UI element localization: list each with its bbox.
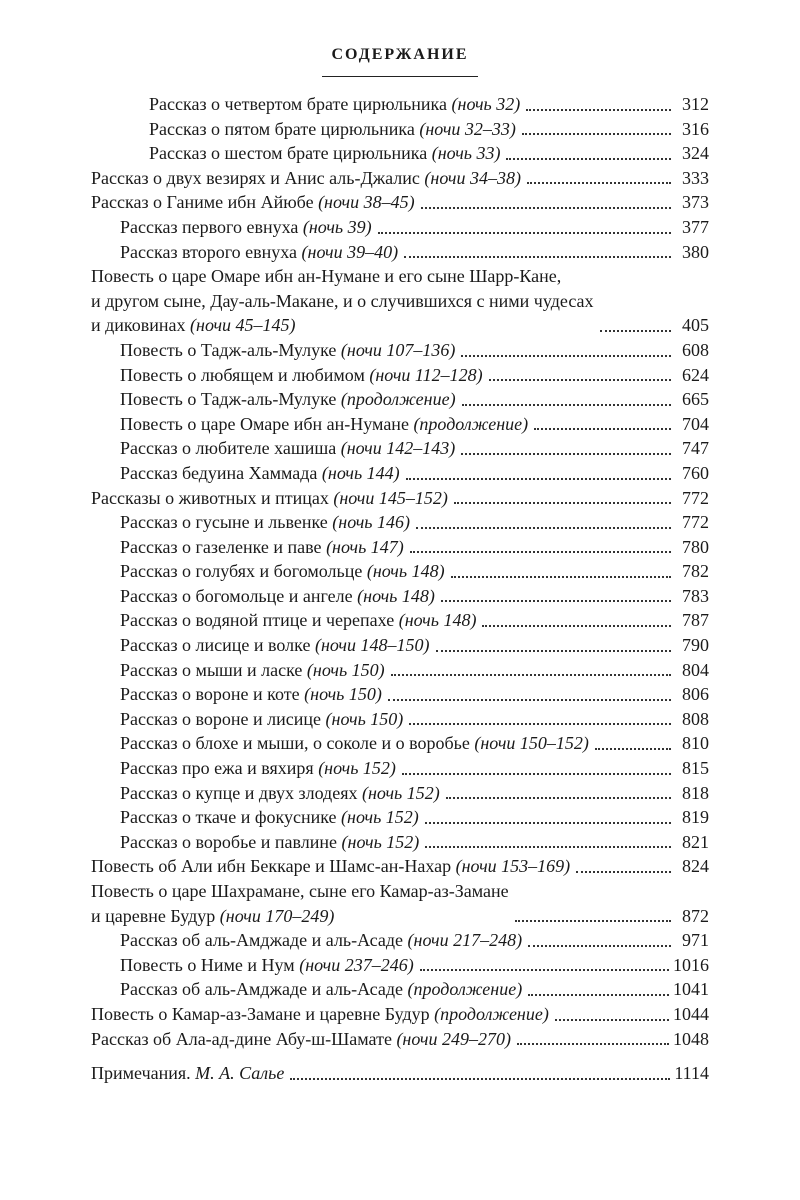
- toc-entry[interactable]: [120, 682, 709, 707]
- toc-entry[interactable]: [120, 830, 709, 855]
- entry-text: [120, 338, 455, 363]
- entry-nights: (ночь 150): [304, 684, 382, 705]
- entry-nights: (ночи 148–150): [314, 635, 430, 656]
- heading-rule: [322, 76, 478, 77]
- entry-title: Рассказ о гусыне и львенке: [120, 512, 328, 533]
- dot-leader: [290, 1078, 670, 1080]
- entry-text: [91, 1027, 511, 1052]
- toc-entry[interactable]: [120, 338, 709, 363]
- entry-page-number: 1114: [674, 1063, 709, 1084]
- entry-page-number: 316: [682, 118, 709, 139]
- entry-text: [120, 781, 440, 806]
- entry-page-number: 380: [682, 241, 709, 262]
- entry-title: Рассказ о ткаче и фокуснике: [120, 807, 337, 828]
- entry-text: [120, 387, 456, 412]
- table-of-contents: [0, 92, 800, 1086]
- toc-entry[interactable]: [120, 658, 709, 683]
- dot-leader: [454, 502, 671, 504]
- entry-nights: (ночь 152): [318, 758, 396, 779]
- entry-page-number: 872: [682, 905, 709, 926]
- entry-page-number: 1048: [673, 1028, 709, 1049]
- entry-page-number: 971: [682, 930, 709, 951]
- entry-title: Рассказ о голубях и богомольце: [120, 561, 363, 582]
- entry-text: [91, 1002, 549, 1027]
- entry-title: Рассказ о шестом брате цирюльника: [149, 143, 428, 164]
- dot-leader: [526, 109, 671, 111]
- toc-entry[interactable]: [91, 190, 709, 215]
- entry-nights: (ночи 38–45): [318, 192, 415, 213]
- entry-nights: (ночь 147): [326, 536, 404, 557]
- toc-entry[interactable]: [91, 879, 709, 928]
- dot-leader: [528, 994, 669, 996]
- dot-leader: [421, 207, 671, 209]
- dot-leader: [522, 133, 671, 135]
- dot-leader: [461, 453, 671, 455]
- entry-text: [120, 584, 435, 609]
- entry-page-number: 665: [682, 389, 709, 410]
- dot-leader: [388, 699, 671, 701]
- dot-leader: [404, 256, 671, 258]
- page-heading: СОДЕРЖАНИЕ: [331, 46, 469, 63]
- entry-page-number: 1044: [673, 1003, 709, 1024]
- toc-entry[interactable]: [120, 535, 709, 560]
- dot-leader: [416, 527, 671, 529]
- entry-page-number: 772: [682, 512, 709, 533]
- entry-text: [120, 633, 430, 658]
- entry-title: Рассказ о Ганиме ибн Айюбе: [91, 192, 314, 213]
- entry-title: Повесть о царе Омаре ибн ан-Нумане: [120, 413, 409, 434]
- entry-title: Рассказ первого евнуха: [120, 216, 299, 237]
- entry-text: [91, 190, 415, 215]
- entry-nights: (продолжение): [407, 979, 523, 1000]
- dot-leader: [446, 797, 671, 799]
- entry-page-number: 790: [682, 635, 709, 656]
- entry-text: [120, 731, 589, 756]
- dot-leader: [489, 379, 671, 381]
- entry-title: Рассказ второго евнуха: [120, 241, 298, 262]
- entry-title: Рассказ о купце и двух злодеях: [120, 782, 358, 803]
- entry-nights: (продолжение): [340, 389, 456, 410]
- entry-nights: (ночь 32): [451, 94, 521, 114]
- entry-page-number: 782: [682, 561, 709, 582]
- entry-text: [91, 166, 521, 191]
- dot-leader: [425, 822, 671, 824]
- entry-nights: (ночи 249–270): [396, 1028, 511, 1049]
- dot-leader: [378, 232, 671, 234]
- entry-page-number: 772: [682, 487, 709, 508]
- entry-title: Рассказ о блохе и мыши, о соколе и о воробье: [120, 733, 470, 754]
- entry-nights: (ночь 152): [361, 782, 440, 803]
- toc-entry[interactable]: [120, 781, 709, 806]
- dot-leader: [515, 920, 671, 922]
- dot-leader: [595, 748, 671, 750]
- entry-title: Рассказ о водяной птице и черепахе: [120, 610, 395, 631]
- entry-text: [91, 264, 594, 338]
- toc-entry[interactable]: [91, 1002, 709, 1027]
- entry-title-line: Повесть о царе Омаре ибн ан-Нумане и его сыне Шарр-Кане,: [91, 266, 562, 287]
- entry-text: [120, 608, 476, 633]
- entry-nights: (ночи 217–248): [407, 930, 523, 951]
- entry-text: [120, 756, 396, 781]
- toc-entry[interactable]: [91, 1061, 709, 1086]
- toc-entry[interactable]: [149, 117, 709, 142]
- entry-page-number: 373: [682, 192, 709, 213]
- dot-leader: [506, 158, 671, 160]
- entry-text: [120, 658, 385, 683]
- entry-text: [120, 510, 410, 535]
- entry-title: Рассказ о газеленке и паве: [120, 536, 322, 557]
- entry-nights: (ночи 34–38): [424, 167, 521, 188]
- entry-text: [120, 215, 372, 240]
- entry-text: [120, 707, 403, 732]
- dot-leader: [409, 723, 671, 725]
- toc-entry[interactable]: [149, 92, 709, 117]
- entry-page-number: 747: [682, 438, 709, 459]
- entry-title: Рассказ бедуина Хаммада: [120, 462, 318, 483]
- entry-nights: (ночи 32–33): [419, 118, 516, 139]
- entry-page-number: 780: [682, 536, 709, 557]
- entry-nights: (ночи 150–152): [474, 733, 589, 754]
- entry-text: [120, 977, 522, 1002]
- toc-entry[interactable]: [120, 461, 709, 486]
- dot-leader: [527, 182, 671, 184]
- entry-text: [120, 830, 419, 855]
- entry-text: [91, 486, 448, 511]
- toc-entry[interactable]: [120, 977, 709, 1002]
- entry-nights: (ночи 112–128): [369, 364, 483, 385]
- entry-page-number: 819: [682, 807, 709, 828]
- toc-entry[interactable]: [120, 559, 709, 584]
- toc-entry[interactable]: [120, 731, 709, 756]
- entry-title: Рассказ о пятом брате цирюльника: [149, 118, 415, 139]
- entry-title: Примечания.: [91, 1063, 191, 1084]
- toc-entry[interactable]: [120, 363, 709, 388]
- entry-nights: (ночи 107–136): [340, 339, 456, 360]
- entry-nights: (продолжение): [413, 413, 529, 434]
- entry-text: [149, 117, 516, 142]
- dot-leader: [461, 355, 671, 357]
- entry-page-number: 333: [682, 167, 709, 188]
- entry-text: [120, 461, 400, 486]
- entry-title: Рассказ об аль-Амджаде и аль-Асаде: [120, 930, 404, 951]
- toc-entry[interactable]: [120, 707, 709, 732]
- entry-nights: (ночи 142–143): [340, 438, 456, 459]
- entry-title: Повесть о любящем и любимом: [120, 364, 365, 385]
- entry-text: [120, 953, 414, 978]
- entry-title: Рассказ о вороне и лисице: [120, 708, 322, 729]
- entry-page-number: 624: [682, 364, 709, 385]
- entry-nights: (ночи 237–246): [299, 954, 414, 975]
- toc-entry[interactable]: [120, 756, 709, 781]
- entry-nights: (ночь 146): [332, 512, 410, 533]
- toc-entry[interactable]: [91, 166, 709, 191]
- entry-nights: (ночи 153–169): [455, 856, 571, 877]
- entry-nights: (ночь 152): [341, 831, 420, 852]
- entry-page-number: 312: [682, 94, 709, 114]
- entry-nights: (ночи 145–152): [333, 487, 448, 508]
- entry-title: и диковинах: [91, 315, 186, 336]
- toc-entry[interactable]: [120, 608, 709, 633]
- entry-page-number: 1016: [673, 954, 709, 975]
- entry-text: [120, 559, 445, 584]
- toc-entry[interactable]: [120, 928, 709, 953]
- entry-nights: (ночи 39–40): [301, 241, 399, 262]
- entry-title: Рассказ о четвертом брате цирюльника: [149, 94, 448, 114]
- toc-entry[interactable]: [149, 141, 709, 166]
- entry-title: Рассказ об аль-Амджаде и аль-Асаде: [120, 979, 404, 1000]
- entry-title: Рассказ о двух везирях и Анис аль-Джалис: [91, 167, 420, 188]
- dot-leader: [441, 600, 671, 602]
- entry-page-number: 377: [682, 216, 709, 237]
- entry-text: [120, 535, 404, 560]
- dot-leader: [534, 428, 671, 430]
- entry-title: Рассказ о вороне и коте: [120, 684, 300, 705]
- toc-entry[interactable]: [120, 584, 709, 609]
- entry-nights: М. А. Салье: [195, 1063, 285, 1084]
- entry-title: Рассказ о богомольце и ангеле: [120, 585, 353, 606]
- entry-title: Повесть об Али ибн Беккаре и Шамс-ан-Нахар: [91, 856, 452, 877]
- entry-page-number: 821: [682, 831, 709, 852]
- entry-nights: (ночи 170–249): [219, 905, 335, 926]
- entry-page-number: 608: [682, 339, 709, 360]
- entry-page-number: 787: [682, 610, 709, 631]
- dot-leader: [600, 330, 671, 332]
- toc-entry[interactable]: [120, 953, 709, 978]
- entry-text: [120, 412, 528, 437]
- entry-title: Повесть о Ниме и Нум: [120, 954, 295, 975]
- entry-nights: (ночь 144): [321, 462, 400, 483]
- toc-entry[interactable]: [120, 510, 709, 535]
- dot-leader: [391, 674, 671, 676]
- dot-leader: [420, 969, 669, 971]
- entry-text: [120, 682, 382, 707]
- entry-title-line: и другом сыне, Дау-аль-Макане, и о случившихся с ними чудесах: [91, 290, 594, 311]
- dot-leader: [517, 1043, 669, 1045]
- entry-page-number: 824: [682, 856, 709, 877]
- dot-leader: [528, 945, 671, 947]
- dot-leader: [425, 846, 671, 848]
- toc-entry[interactable]: [120, 633, 709, 658]
- dot-leader: [436, 650, 672, 652]
- entry-nights: (продолжение): [434, 1003, 549, 1024]
- entry-nights: (ночь 33): [431, 143, 501, 164]
- entry-title: Рассказ об Ала-ад-дине Абу-ш-Шамате: [91, 1028, 392, 1049]
- toc-entry[interactable]: [120, 215, 709, 240]
- dot-leader: [402, 773, 671, 775]
- toc-entry[interactable]: [120, 436, 709, 461]
- toc-entry[interactable]: [120, 412, 709, 437]
- entry-text: [120, 805, 419, 830]
- entry-title: Повесть о Тадж-аль-Мулуке: [120, 389, 337, 410]
- entry-text: [120, 240, 398, 265]
- entry-title: и царевне Будур: [91, 905, 216, 926]
- entry-page-number: 405: [682, 315, 709, 336]
- entry-text: [120, 928, 522, 953]
- entry-nights: (ночь 148): [357, 585, 435, 606]
- dot-leader: [576, 871, 671, 873]
- entry-nights: (ночь 148): [366, 561, 445, 582]
- entry-page-number: 806: [682, 684, 709, 705]
- entry-title: Рассказ о мыши и ласке: [120, 659, 303, 680]
- entry-text: [91, 854, 570, 879]
- entry-title: Рассказ о любителе хашиша: [120, 438, 337, 459]
- toc-entry[interactable]: [91, 854, 709, 879]
- dot-leader: [555, 1019, 669, 1021]
- toc-entry[interactable]: [120, 240, 709, 265]
- dot-leader: [462, 404, 671, 406]
- entry-text: [120, 363, 483, 388]
- entry-title: Рассказ о лисице и волке: [120, 635, 311, 656]
- dot-leader: [410, 551, 671, 553]
- entry-page-number: 704: [682, 413, 709, 434]
- entry-nights: (ночь 152): [341, 807, 419, 828]
- entry-title: Рассказ про ежа и вяхиря: [120, 758, 314, 779]
- entry-title: Рассказ о воробье и павлине: [120, 831, 338, 852]
- entry-page-number: 804: [682, 659, 709, 680]
- entry-nights: (ночь 39): [302, 216, 372, 237]
- entry-text: [149, 141, 500, 166]
- toc-entry[interactable]: [91, 486, 709, 511]
- entry-title: Повесть о Камар-аз-Замане и царевне Будур: [91, 1003, 430, 1024]
- entry-page-number: 783: [682, 585, 709, 606]
- toc-entry[interactable]: [91, 264, 709, 338]
- entry-nights: (ночь 150): [325, 708, 404, 729]
- entry-text: [120, 436, 455, 461]
- entry-nights: (ночь 150): [306, 659, 385, 680]
- toc-entry[interactable]: [120, 805, 709, 830]
- entry-text: [91, 1061, 284, 1086]
- toc-entry[interactable]: [120, 387, 709, 412]
- dot-leader: [451, 576, 671, 578]
- toc-entry[interactable]: [91, 1027, 709, 1052]
- entry-title: Повесть о Тадж-аль-Мулуке: [120, 339, 337, 360]
- dot-leader: [482, 625, 671, 627]
- dot-leader: [406, 478, 671, 480]
- entry-text: [91, 879, 509, 928]
- entry-page-number: 810: [682, 733, 709, 754]
- entry-page-number: 1041: [673, 979, 709, 1000]
- entry-title: Рассказы о животных и птицах: [91, 487, 329, 508]
- entry-page-number: 818: [682, 782, 709, 803]
- entry-page-number: 808: [682, 708, 709, 729]
- entry-page-number: 760: [682, 462, 709, 483]
- entry-title-line: Повесть о царе Шахрамане, сыне его Камар-аз-Замане: [91, 881, 509, 901]
- entry-page-number: 815: [682, 758, 709, 779]
- entry-nights: (ночи 45–145): [190, 315, 296, 336]
- entry-page-number: 324: [682, 143, 709, 164]
- entry-nights: (ночь 148): [398, 610, 477, 631]
- entry-text: [149, 92, 520, 117]
